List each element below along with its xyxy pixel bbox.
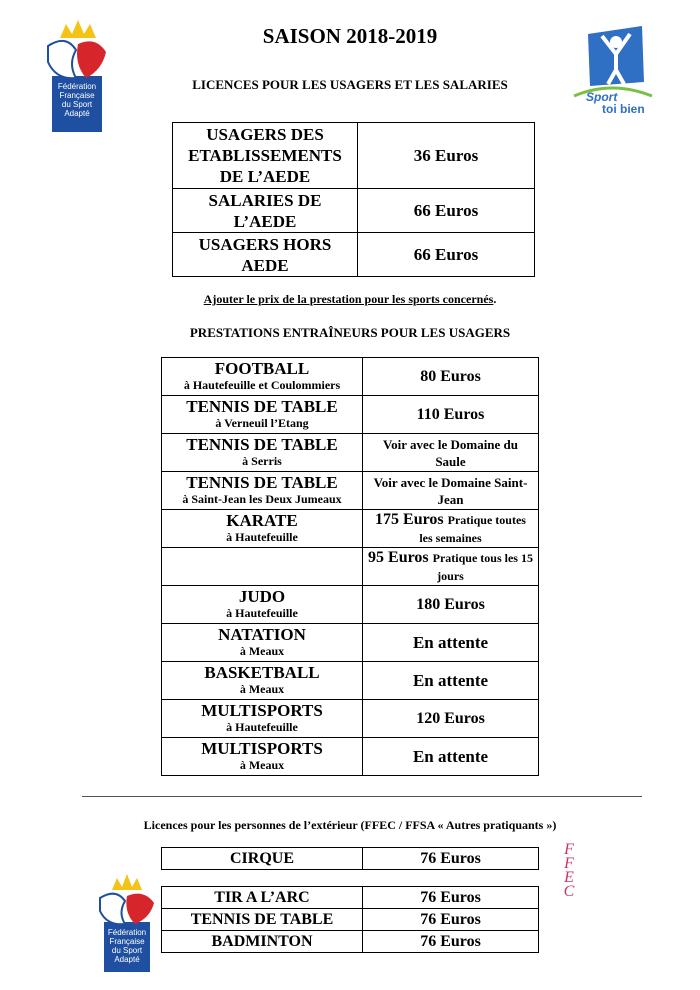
- sport-place: à Hautefeuille: [226, 529, 298, 544]
- sport-name: MULTISPORTS: [201, 700, 323, 720]
- licence-price: 36 Euros: [358, 123, 535, 189]
- table-row: [162, 931, 539, 953]
- sport-name: NATATION: [218, 624, 306, 644]
- sport-name: KARATE: [226, 510, 298, 530]
- table-row: [162, 738, 539, 776]
- sport-place: à Meaux: [239, 681, 285, 696]
- sport-price: 95 Euros: [368, 548, 429, 566]
- table-row: [162, 662, 539, 700]
- table-row: [162, 358, 539, 396]
- exterieur-label: CIRQUE: [162, 848, 363, 870]
- exterieur-price: 76 Euros: [363, 887, 539, 909]
- sport-price: 80 Euros: [363, 358, 539, 396]
- licence-label: USAGERS DES ETABLISSEMENTS DE L’AEDE: [173, 123, 358, 189]
- sport-place: à Hautefeuille: [226, 605, 298, 620]
- empty-cell: [162, 548, 363, 586]
- licences-table: [172, 122, 535, 277]
- exterieur-label: TIR A L’ARC: [162, 887, 363, 909]
- ffsa-logo-text: Fédération Française du Sport Adapté: [57, 82, 97, 118]
- table-row: [162, 848, 539, 870]
- table-row: [162, 586, 539, 624]
- table-row: [173, 189, 535, 233]
- sport-price: 180 Euros: [363, 586, 539, 624]
- table-row: [162, 700, 539, 738]
- licence-price: 66 Euros: [358, 233, 535, 277]
- exterieur-price: 76 Euros: [363, 931, 539, 953]
- sport-name: TENNIS DE TABLE: [186, 472, 338, 492]
- sport-price-note: Voir avec le Domaine Saint-Jean: [363, 472, 539, 510]
- table-row: [162, 887, 539, 909]
- licence-price: 66 Euros: [358, 189, 535, 233]
- sport-price: En attente: [363, 662, 539, 700]
- sport-place: à Meaux: [239, 757, 285, 772]
- table-row: [173, 123, 535, 189]
- licence-label: USAGERS HORS AEDE: [173, 233, 358, 277]
- sport-place: à Hautefeuille: [226, 719, 298, 734]
- sport-name: TENNIS DE TABLE: [186, 396, 338, 416]
- sport-price: 175 Euros: [375, 510, 444, 528]
- page-title: SAISON 2018-2019: [262, 24, 438, 48]
- licence-label: SALARIES DE L’AEDE: [173, 189, 358, 233]
- ffsa-logo-text: Fédération Française du Sport Adapté: [107, 928, 147, 964]
- sport-place: à Meaux: [239, 643, 285, 658]
- sport-name: MULTISPORTS: [201, 738, 323, 758]
- exterieur-price: 76 Euros: [363, 909, 539, 931]
- sport-place: à Serris: [242, 453, 282, 468]
- note-text: Ajouter le prix de la prestation pour les sports concernés.: [203, 292, 497, 306]
- sport-price: 110 Euros: [363, 396, 539, 434]
- cirque-table: [161, 847, 539, 870]
- table-row: [162, 909, 539, 931]
- ffsa-logo-bottom: [98, 872, 150, 977]
- sport-place: à Verneuil l’Etang: [215, 415, 309, 430]
- sport-logo-text-2: toi bien: [602, 102, 645, 116]
- svg-text:F: F: [564, 855, 574, 872]
- sport-price: En attente: [363, 738, 539, 776]
- table-row: [162, 472, 539, 510]
- svg-text:E: E: [564, 869, 574, 886]
- divider: [82, 796, 642, 797]
- exterieur-table: [161, 886, 539, 953]
- sport-name: JUDO: [238, 586, 286, 606]
- prestations-title: PRESTATIONS ENTRAÎNEURS POUR LES USAGERS: [189, 325, 511, 340]
- exterieur-title: Licences pour les personnes de l’extérieur (FFEC / FFSA « Autres pratiquants »): [143, 818, 557, 832]
- table-row: [162, 396, 539, 434]
- sport-name: FOOTBALL: [214, 358, 310, 378]
- svg-text:F: F: [564, 841, 574, 858]
- table-row: [162, 548, 539, 586]
- sport-name: BASKETBALL: [204, 662, 320, 682]
- exterieur-price: 76 Euros: [363, 848, 539, 870]
- table-row: [173, 233, 535, 277]
- sport-name: TENNIS DE TABLE: [186, 434, 338, 454]
- sport-price-note: Pratique tous les 15 jours: [432, 550, 533, 583]
- sport-price: En attente: [363, 624, 539, 662]
- sport-logo-text: Sport: [586, 90, 618, 104]
- sport-place: à Saint-Jean les Deux Jumeaux: [182, 491, 342, 506]
- prestations-table: [161, 357, 539, 776]
- sport-place: à Hautefeuille et Coulommiers: [183, 377, 341, 392]
- licences-subtitle: LICENCES POUR LES USAGERS ET LES SALARIES: [192, 77, 508, 92]
- sport-price-note: Voir avec le Domaine du Saule: [363, 434, 539, 472]
- exterieur-label: TENNIS DE TABLE: [162, 909, 363, 931]
- sport-price: 120 Euros: [363, 700, 539, 738]
- table-row: [162, 434, 539, 472]
- ffec-logo: [552, 838, 586, 902]
- sport-price-note: Pratique toutes les semaines: [419, 512, 526, 545]
- table-row: [162, 510, 539, 548]
- table-row: [162, 624, 539, 662]
- exterieur-label: BADMINTON: [162, 931, 363, 953]
- svg-text:C: C: [563, 883, 575, 900]
